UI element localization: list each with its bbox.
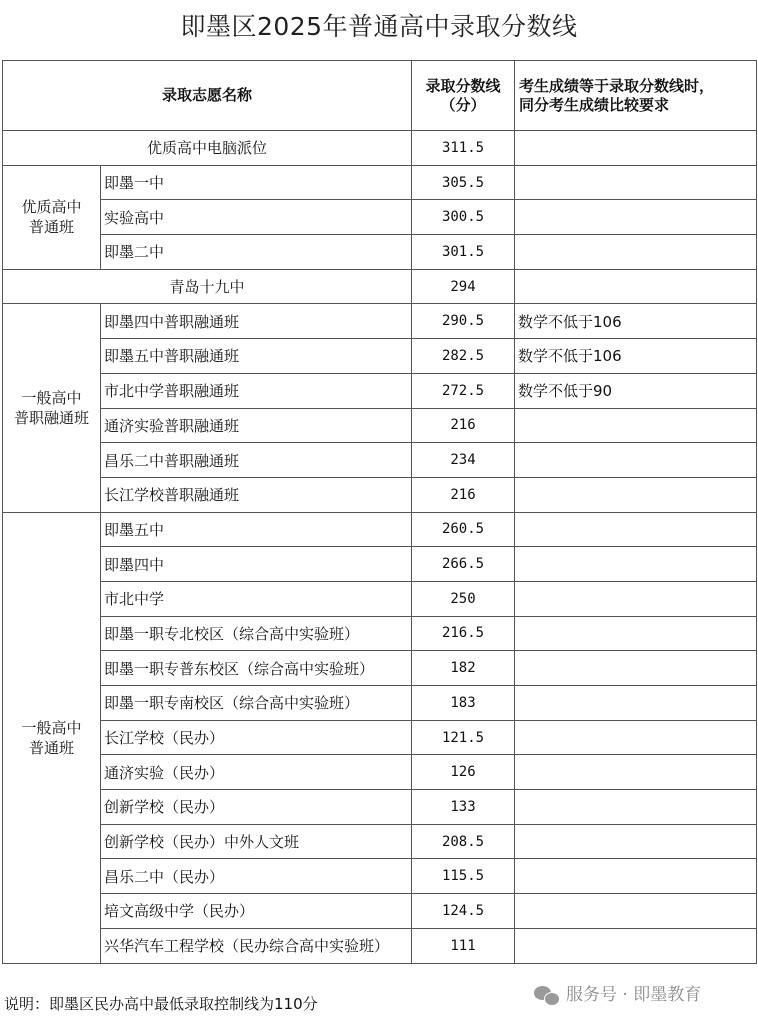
note-cell bbox=[515, 755, 757, 790]
watermark-text: 服务号 · 即墨教育 bbox=[566, 985, 702, 1005]
table-row bbox=[3, 512, 757, 547]
table-row bbox=[3, 373, 757, 408]
score-table bbox=[2, 60, 757, 964]
score-cell: 300.5 bbox=[412, 200, 515, 235]
note-cell bbox=[515, 651, 757, 686]
note-cell bbox=[515, 477, 757, 512]
score-cell: 216 bbox=[412, 408, 515, 443]
score-cell: 301.5 bbox=[412, 235, 515, 270]
school-name: 即墨二中 bbox=[101, 235, 412, 270]
school-name: 通济实验普职融通班 bbox=[101, 408, 412, 443]
note-cell bbox=[515, 443, 757, 478]
table-row bbox=[3, 824, 757, 859]
group-label-vocational bbox=[3, 304, 101, 512]
table-row bbox=[3, 720, 757, 755]
note-cell bbox=[515, 859, 757, 894]
score-cell: 208.5 bbox=[412, 824, 515, 859]
header-score-line1: 录取分数线 bbox=[425, 76, 501, 95]
school-name: 即墨五中普职融通班 bbox=[101, 339, 412, 374]
score-cell: 290.5 bbox=[412, 304, 515, 339]
group-label-line: 普职融通班 bbox=[13, 409, 89, 427]
score-cell: 282.5 bbox=[412, 339, 515, 374]
score-cell: 266.5 bbox=[412, 547, 515, 582]
note-cell: 数学不低于106 bbox=[515, 304, 757, 339]
table-row bbox=[3, 581, 757, 616]
note-cell bbox=[515, 790, 757, 825]
school-name: 昌乐二中普职融通班 bbox=[101, 443, 412, 478]
table-row bbox=[3, 547, 757, 582]
group-label-general bbox=[3, 512, 101, 963]
score-cell: 311.5 bbox=[412, 131, 515, 166]
table-row bbox=[3, 200, 757, 235]
group-label-line: 一般高中 bbox=[21, 389, 82, 407]
group-label-line: 普通班 bbox=[28, 738, 74, 757]
school-name: 创新学校（民办） bbox=[101, 790, 412, 825]
watermark bbox=[534, 982, 701, 1008]
note-cell bbox=[515, 928, 757, 963]
score-cell: 250 bbox=[412, 581, 515, 616]
group-label-line: 普通班 bbox=[28, 218, 74, 237]
school-name: 市北中学 bbox=[101, 581, 412, 616]
header-note bbox=[515, 61, 757, 131]
school-name: 即墨五中 bbox=[101, 512, 412, 547]
score-cell: 305.5 bbox=[412, 165, 515, 200]
school-name: 实验高中 bbox=[101, 200, 412, 235]
table-row bbox=[3, 165, 757, 200]
note-cell bbox=[515, 720, 757, 755]
header-score-line2: （分） bbox=[440, 95, 486, 114]
school-name: 创新学校（民办）中外人文班 bbox=[101, 824, 412, 859]
score-cell: 294 bbox=[412, 269, 515, 304]
header-score bbox=[412, 61, 515, 131]
table-row bbox=[3, 616, 757, 651]
school-name: 即墨一职专普东校区（综合高中实验班） bbox=[101, 651, 412, 686]
note-cell bbox=[515, 547, 757, 582]
header-note-line1: 考生成绩等于录取分数线时， bbox=[519, 76, 715, 95]
table-row bbox=[3, 755, 757, 790]
page-title: 即墨区2025年普通高中录取分数线 bbox=[180, 12, 578, 41]
note-cell: 数学不低于106 bbox=[515, 339, 757, 374]
school-name: 培文高级中学（民办） bbox=[101, 894, 412, 929]
table-row bbox=[3, 235, 757, 270]
wechat-icon bbox=[534, 984, 560, 1006]
group-label-line: 一般高中 bbox=[21, 718, 82, 737]
header-name: 录取志愿名称 bbox=[3, 61, 412, 131]
school-name: 优质高中电脑派位 bbox=[3, 131, 412, 166]
note-cell bbox=[515, 408, 757, 443]
school-name: 长江学校（民办） bbox=[101, 720, 412, 755]
note-cell bbox=[515, 269, 757, 304]
table-row bbox=[3, 443, 757, 478]
score-cell: 260.5 bbox=[412, 512, 515, 547]
school-name: 通济实验（民办） bbox=[101, 755, 412, 790]
school-name: 长江学校普职融通班 bbox=[101, 477, 412, 512]
note-cell bbox=[515, 894, 757, 929]
header-note-line2: 同分考生成绩比较要求 bbox=[519, 95, 670, 114]
footer-note: 说明：即墨区民办高中最低录取控制线为110分 bbox=[4, 995, 318, 1013]
score-cell: 133 bbox=[412, 790, 515, 825]
school-name: 即墨四中普职融通班 bbox=[101, 304, 412, 339]
score-cell: 234 bbox=[412, 443, 515, 478]
score-cell: 121.5 bbox=[412, 720, 515, 755]
school-name: 即墨一职专南校区（综合高中实验班） bbox=[101, 686, 412, 721]
note-cell: 数学不低于90 bbox=[515, 373, 757, 408]
score-cell: 216 bbox=[412, 477, 515, 512]
score-cell: 272.5 bbox=[412, 373, 515, 408]
note-cell bbox=[515, 235, 757, 270]
table-row bbox=[3, 928, 757, 963]
table-row bbox=[3, 339, 757, 374]
table-row bbox=[3, 477, 757, 512]
group-label-line: 优质高中 bbox=[21, 198, 82, 217]
school-name: 市北中学普职融通班 bbox=[101, 373, 412, 408]
group-label-quality bbox=[3, 165, 101, 269]
score-cell: 182 bbox=[412, 651, 515, 686]
table-row bbox=[3, 304, 757, 339]
score-cell: 183 bbox=[412, 686, 515, 721]
note-cell bbox=[515, 581, 757, 616]
school-name: 即墨四中 bbox=[101, 547, 412, 582]
table-row bbox=[3, 790, 757, 825]
note-cell bbox=[515, 512, 757, 547]
school-name: 即墨一中 bbox=[101, 165, 412, 200]
table-row bbox=[3, 859, 757, 894]
score-cell: 115.5 bbox=[412, 859, 515, 894]
table-row bbox=[3, 686, 757, 721]
table-row bbox=[3, 408, 757, 443]
table-header-row bbox=[3, 61, 757, 131]
note-cell bbox=[515, 131, 757, 166]
school-name: 青岛十九中 bbox=[3, 269, 412, 304]
note-cell bbox=[515, 686, 757, 721]
note-cell bbox=[515, 165, 757, 200]
table-row bbox=[3, 269, 757, 304]
note-cell bbox=[515, 824, 757, 859]
school-name: 昌乐二中（民办） bbox=[101, 859, 412, 894]
score-cell: 126 bbox=[412, 755, 515, 790]
note-cell bbox=[515, 616, 757, 651]
score-cell: 216.5 bbox=[412, 616, 515, 651]
score-cell: 111 bbox=[412, 928, 515, 963]
table-row bbox=[3, 894, 757, 929]
note-cell bbox=[515, 200, 757, 235]
score-cell: 124.5 bbox=[412, 894, 515, 929]
school-name: 即墨一职专北校区（综合高中实验班） bbox=[101, 616, 412, 651]
table-row bbox=[3, 131, 757, 166]
table-row bbox=[3, 651, 757, 686]
school-name: 兴华汽车工程学校（民办综合高中实验班） bbox=[101, 928, 412, 963]
